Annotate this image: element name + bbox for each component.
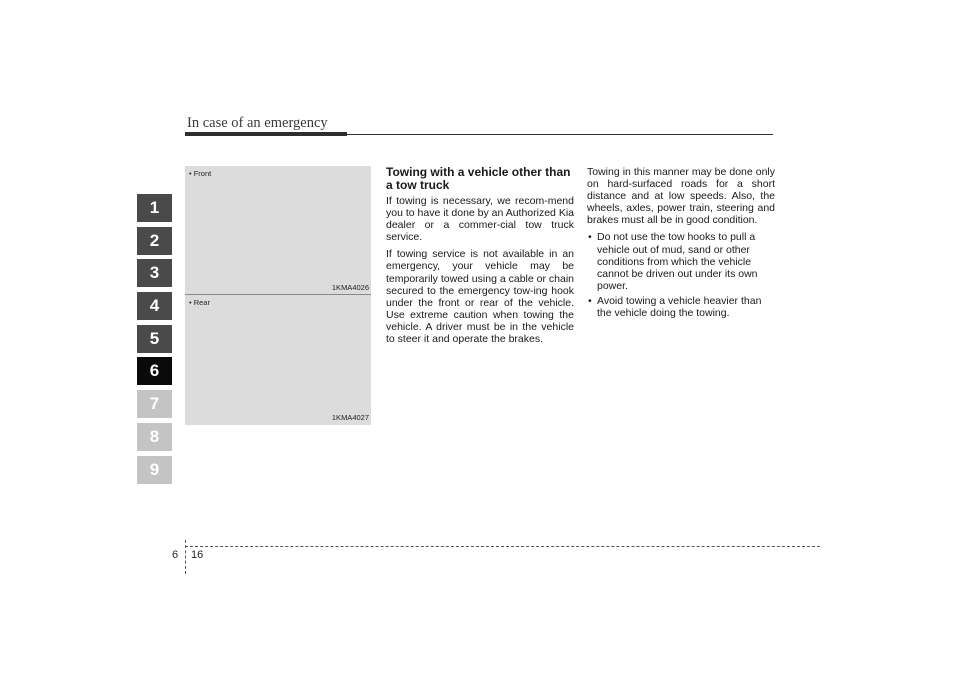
footer-divider <box>185 540 186 574</box>
header-rule-thin <box>347 134 773 135</box>
right-paragraph: Towing in this manner may be done only on hard-surfaced roads for a short distance and at low speeds. Also, the wheels, axles, power train, steering and brakes must all be in good condition. <box>587 166 775 227</box>
caution-list <box>587 231 775 319</box>
chapter-tab-6[interactable]: 6 <box>137 357 172 385</box>
section-heading: Towing with a vehicle other than a tow truck <box>386 165 571 192</box>
chapter-tabs <box>137 194 172 488</box>
middle-column <box>386 166 574 350</box>
footer-page-number: 16 <box>191 549 204 561</box>
section-paragraph-1: If towing is necessary, we recom-mend you to have it done by an Authorized Kia dealer or a commer-cial tow truck service. <box>386 195 574 244</box>
figure-front-code: 1KMA4026 <box>331 283 369 292</box>
figure-front <box>185 166 371 295</box>
figure-rear-label: • Rear <box>189 298 210 307</box>
section-paragraph-2: If towing service is not available in an emergency, your vehicle may be temporarily towed using a cable or chain secured to the emergency tow-ing hook under the front or rear of the vehicle. Use extreme caution when towing the vehicle. A driver must be in the vehicle to steer it and operate the brakes. <box>386 248 574 346</box>
chapter-tab-1[interactable]: 1 <box>137 194 172 222</box>
page-header-title: In case of an emergency <box>187 115 328 131</box>
footer-rule <box>185 546 820 547</box>
chapter-tab-9[interactable]: 9 <box>137 456 172 484</box>
caution-item-2: • Avoid towing a vehicle heavier than the vehicle doing the towing. <box>587 295 775 319</box>
chapter-tab-4[interactable]: 4 <box>137 292 172 320</box>
chapter-tab-3[interactable]: 3 <box>137 259 172 287</box>
chapter-tab-7[interactable]: 7 <box>137 390 172 418</box>
figure-front-label: • Front <box>189 169 212 178</box>
figure-rear-code: 1KMA4027 <box>331 413 369 422</box>
chapter-tab-8[interactable]: 8 <box>137 423 172 451</box>
figure-rear <box>185 295 371 425</box>
right-column <box>587 166 775 322</box>
header-rule-thick <box>185 132 347 136</box>
footer-chapter-number: 6 <box>172 549 179 561</box>
chapter-tab-2[interactable]: 2 <box>137 227 172 255</box>
chapter-tab-5[interactable]: 5 <box>137 325 172 353</box>
caution-item-1: • Do not use the tow hooks to pull a vehicle out of mud, sand or other conditions from which the vehicle cannot be driven out under its own power. <box>587 231 775 291</box>
